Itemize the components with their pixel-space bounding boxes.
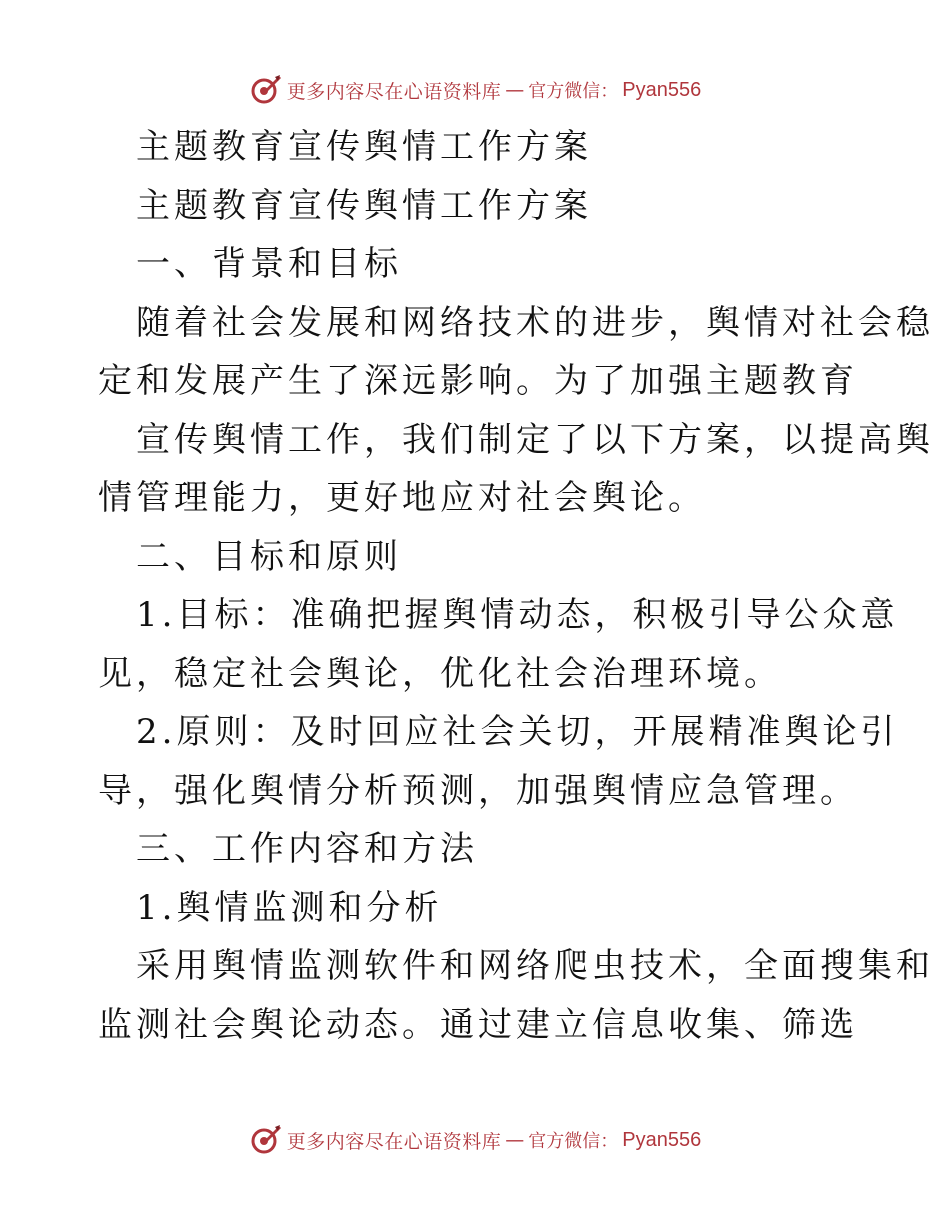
paragraph-line: 采用舆情监测软件和网络爬虫技术，全面搜集和 <box>136 946 934 986</box>
list-item-line: 见，稳定社会舆论，优化社会治理环境。 <box>98 653 782 694</box>
list-item-line: 1.目标：准确把握舆情动态，积极引导公众意 <box>136 595 899 635</box>
header-watermark <box>0 70 950 110</box>
watermark-text: 更多内容尽在心语资料库 <box>286 80 502 103</box>
watermark-wechat-id: Pyan556 <box>622 78 702 101</box>
watermark-wechat-id: Pyan556 <box>622 1128 702 1151</box>
paragraph-line: 定和发展产生了深远影响。为了加强主题教育 <box>98 361 858 401</box>
section-heading-3: 三、工作内容和方法 <box>136 829 478 869</box>
doc-title: 主题教育宣传舆情工作方案 <box>136 127 592 167</box>
paragraph-line: 情管理能力，更好地应对社会舆论。 <box>98 478 706 518</box>
section-heading-1: 一、背景和目标 <box>136 244 402 284</box>
quill-logo-icon <box>249 73 283 107</box>
paragraph-line: 监测社会舆论动态。通过建立信息收集、筛选 <box>98 1004 858 1045</box>
list-item-line: 2.原则：及时回应社会关切，开展精准舆论引 <box>136 712 899 752</box>
footer-watermark <box>0 1120 950 1160</box>
watermark-group <box>249 1123 701 1157</box>
doc-title-repeat: 主题教育宣传舆情工作方案 <box>136 185 592 226</box>
quill-logo-icon <box>249 1123 283 1157</box>
watermark-wechat-label: 官方微信： <box>528 1131 619 1152</box>
subsection-heading: 1.舆情监测和分析 <box>136 887 443 928</box>
watermark-text: 更多内容尽在心语资料库 <box>286 1130 502 1153</box>
watermark-wechat-label: 官方微信： <box>528 81 619 102</box>
watermark-group <box>249 73 701 107</box>
watermark-separator: — <box>505 1129 525 1151</box>
document-body <box>98 118 934 1054</box>
paragraph-line: 随着社会发展和网络技术的进步，舆情对社会稳 <box>136 302 934 343</box>
paragraph-line: 宣传舆情工作，我们制定了以下方案，以提高舆 <box>136 419 934 460</box>
watermark-separator: — <box>505 79 525 101</box>
list-item-line: 导，强化舆情分析预测，加强舆情应急管理。 <box>98 770 858 811</box>
section-heading-2: 二、目标和原则 <box>136 536 402 577</box>
